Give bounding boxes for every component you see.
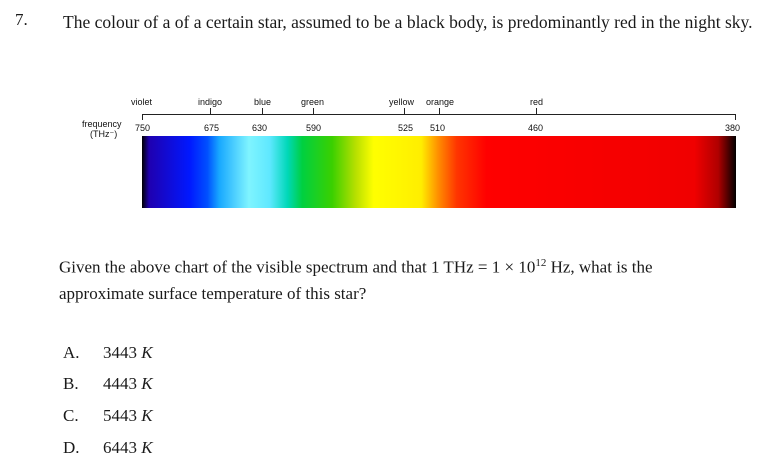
frequency-axis-line [142,114,736,115]
choice-a[interactable] [63,343,153,363]
choice-unit: K [141,343,153,362]
question-number: 7. [15,10,28,29]
frequency-tick-750: 750 [135,123,151,133]
frequency-tick-380: 380 [725,123,741,133]
frequency-tick-675: 675 [204,123,220,133]
color-label-green: green [301,97,325,107]
choice-value: 5443 [103,406,137,425]
color-label-blue: blue [254,97,272,107]
choice-letter: A. [63,343,80,362]
axis-end-tick [735,114,736,120]
choice-letter: B. [63,374,79,393]
frequency-tick-630: 630 [252,123,268,133]
choice-value: 3443 [103,343,137,362]
choice-value: 4443 [103,374,137,393]
color-label-violet: violet [131,97,153,107]
choice-unit: K [141,374,153,393]
color-label-red: red [530,97,544,107]
spectrum-chart [0,0,768,230]
visible-spectrum-gradient [142,136,736,208]
given-text [59,250,739,307]
given-part-1: Given the above chart of the visible spectrum and that 1 THz = 1 × 10 [59,257,536,277]
axis-end-tick [142,114,143,120]
frequency-axis-title: frequency [82,119,122,129]
frequency-tick-460: 460 [528,123,544,133]
given-exponent: 12 [535,257,547,269]
question-text: The colour of a of a certain star, assumed to be a black body, is predominantly red in the night sky. [63,12,753,32]
color-label-indigo: indigo [198,97,223,107]
frequency-axis-unit: (THz⁻) [90,129,118,139]
choice-value: 6443 [103,438,137,457]
choice-b[interactable] [63,374,153,394]
frequency-tick-590: 590 [306,123,322,133]
frequency-tick-525: 525 [398,123,414,133]
choice-d[interactable] [63,438,153,458]
choice-letter: C. [63,406,79,425]
choice-unit: K [141,406,153,425]
choice-c[interactable] [63,406,153,426]
given-part-2: Hz, what is the approximate surface temperature of this star? [59,257,653,303]
color-label-orange: orange [426,97,455,107]
color-label-yellow: yellow [389,97,415,107]
choice-unit: K [141,438,153,457]
frequency-tick-510: 510 [430,123,446,133]
choice-letter: D. [63,438,80,457]
